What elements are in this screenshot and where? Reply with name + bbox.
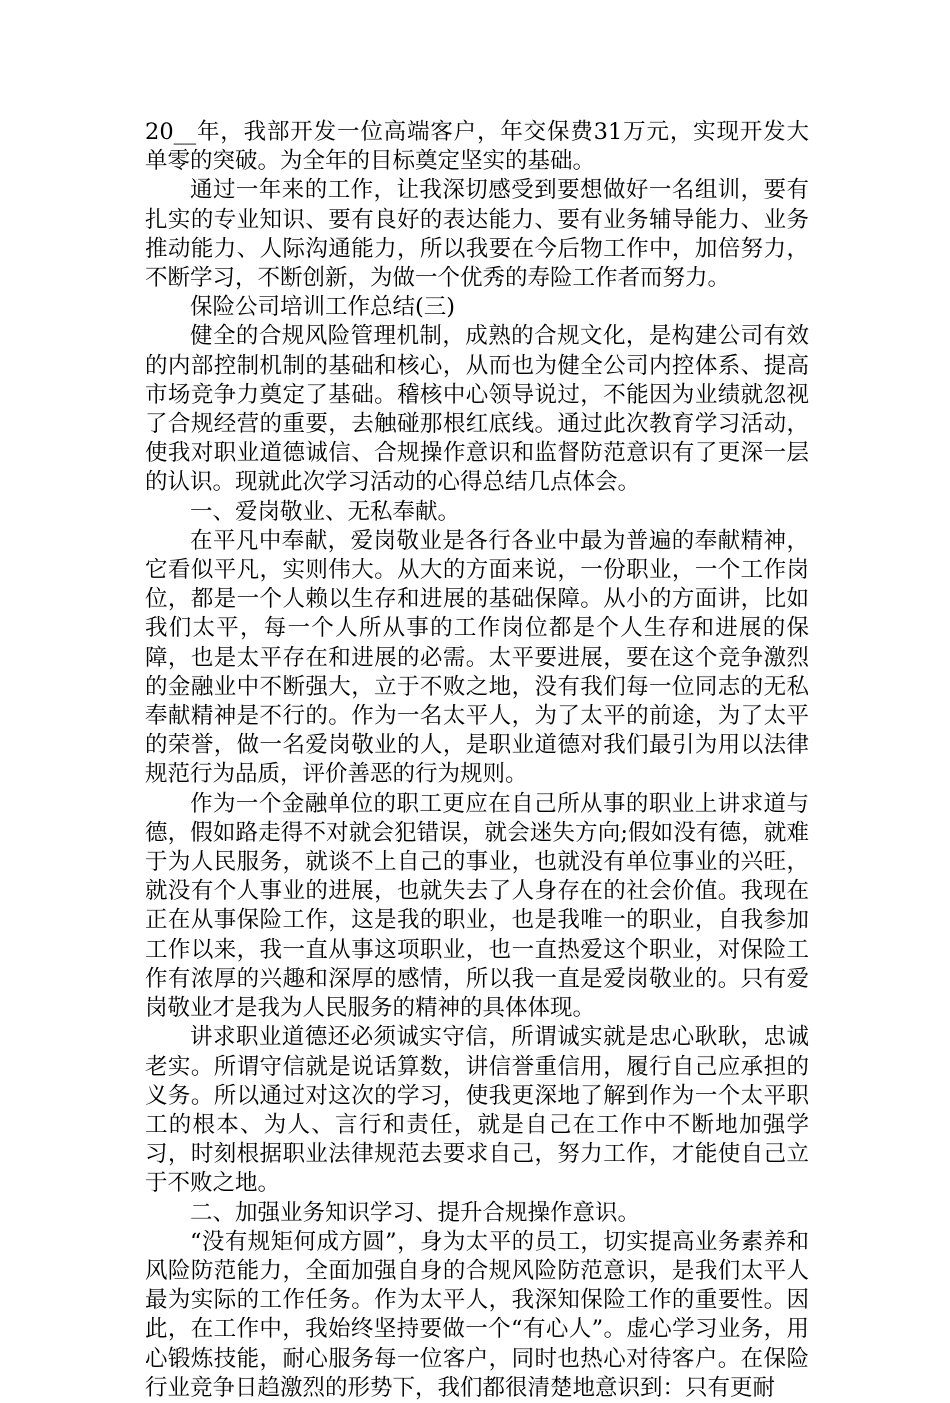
paragraph-dedication: 在平凡中奉献，爱岗敬业是各行各业中最为普遍的奉献精神，它看似平凡，实则伟大。从大的方面来说，一份职业，一个工作岗位，都是一个人赖以生存和进展的基础保障。从小的方面讲，比如我们太平，每一个人所从事的工作岗位都是个人生存和进展的保障，也是太平存在和进展的必需。太平要进展，要在这个竞争激烈的金融业中不断强大，立于不败之地，没有我们每一位同志的无私奉献精神是不行的。作为一名太平人，为了太平的前途，为了太平的荣誉，做一名爱岗敬业的人，是职业道德对我们最引为用以法律规范行为品质，评价善恶的行为规则。	[145, 527, 809, 788]
paragraph-rules: “没有规矩何成方圆”，身为太平的员工，切实提高业务素养和风险防范能力，全面加强自身的合规风险防范意识，是我们太平人最为实际的工作任务。作为太平人，我深知保险工作的重要性。因此，在工作中，我始终坚持要做一个“有心人”。虚心学习业务，用心锻炼技能，耐心服务每一位客户，同时也热心对待客户。在保险行业竞争日趋激烈的形势下，我们都很清楚地意识到：只有更耐	[145, 1228, 809, 1401]
paragraph-reflection: 通过一年来的工作，让我深切感受到要想做好一名组训，要有扎实的专业知识、要有良好的表达能力、要有业务辅导能力、业务推动能力、人际沟通能力，所以我要在今后物工作中，加倍努力，不断学习，不断创新，为做一个优秀的寿险工作者而努力。	[145, 177, 809, 292]
paragraph-honesty: 讲求职业道德还必须诚实守信，所谓诚实就是忠心耿耿，忠诚老实。所谓守信就是说话算数，讲信誉重信用，履行自己应承担的义务。所以通过对这次的学习，使我更深地了解到作为一个太平职工的根本、为人、言行和责任，就是自己在工作中不断地加强学习，时刻根据职业法律规范去要求自己，努力工作，才能使自己立于不败之地。	[145, 1024, 809, 1197]
section-heading-1: 一、爱岗敬业、无私奉献。	[190, 498, 461, 525]
section-heading-2: 二、加强业务知识学习、提升合规操作意识。	[190, 1199, 641, 1226]
paragraph-compliance: 健全的合规风险管理机制，成熟的合规文化，是构建公司有效的内部控制机制的基础和核心，从而也为健全公司内控体系、提高市场竞争力奠定了基础。稽核中心领导说过，不能因为业绩就忽视了合规经营的重要，去触碰那根红底线。通过此次教育学习活动，使我对职业道德诚信、合规操作意识和监督防范意识有了更深一层的认识。现就此次学习活动的心得总结几点体会。	[145, 323, 809, 496]
document-page	[145, 118, 809, 1403]
paragraph-ethics: 作为一个金融单位的职工更应在自己所从事的职业上讲求道与德，假如路走得不对就会犯错误，就会迷失方向;假如没有德，就难于为人民服务，就谈不上自己的事业，也就没有单位事业的兴旺，就没有个人事业的进展，也就失去了人身存在的社会价值。我现在正在从事保险工作，这是我的职业，也是我唯一的职业，自我参加工作以来，我一直从事这项职业，也一直热爱这个职业，对保险工作有浓厚的兴趣和深厚的感情，所以我一直是爱岗敬业的。只有爱岗敬业才是我为人民服务的精神的具体体现。	[145, 790, 809, 1022]
section-title: 保险公司培训工作总结(三)	[190, 294, 456, 321]
paragraph-intro: 20__年，我部开发一位高端客户，年交保费31万元，实现开发大单零的突破。为全年的目标奠定坚实的基础。	[145, 119, 809, 175]
